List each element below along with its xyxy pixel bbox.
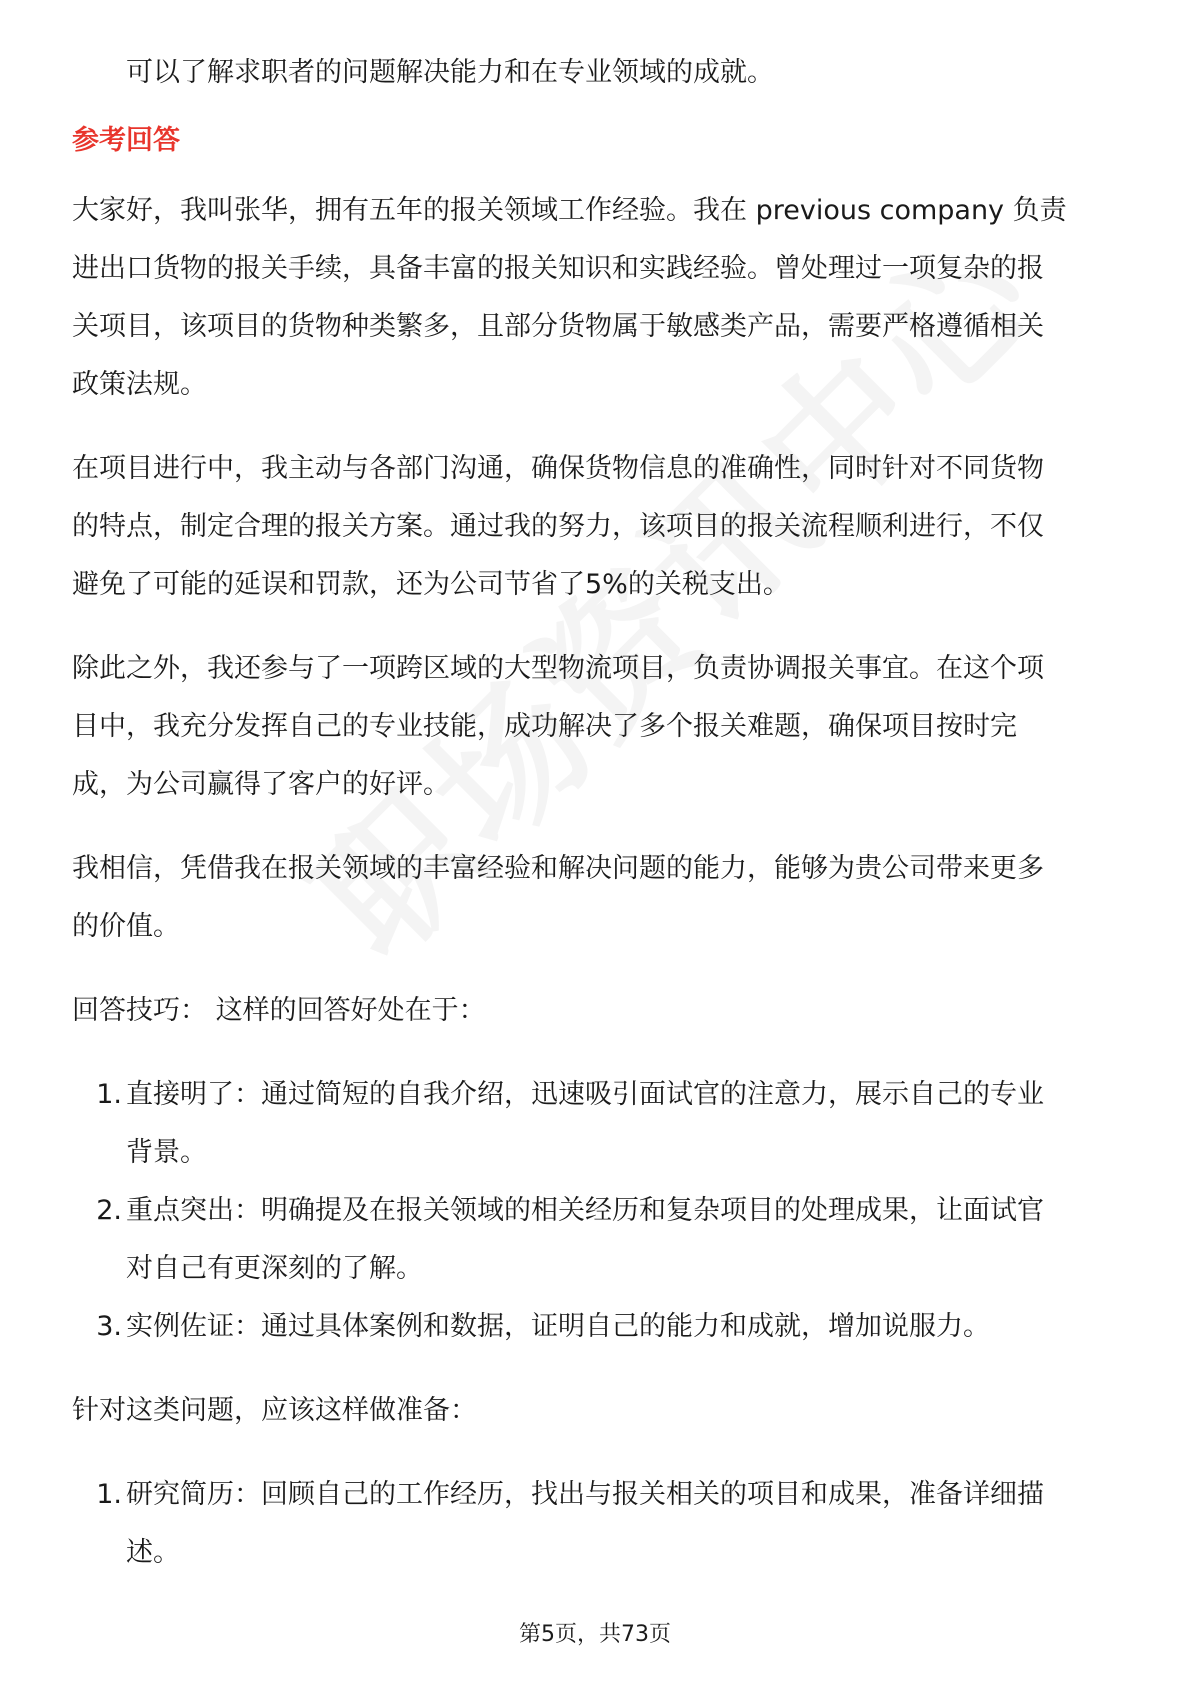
list-item-line: 述。 xyxy=(126,1537,180,1568)
answer-paragraph-1 xyxy=(72,182,1124,414)
paragraph-line: 我相信，凭借我在报关领域的丰富经验和解决问题的能力，能够为贵公司带来更多 xyxy=(72,853,1044,884)
list-item-body xyxy=(126,1466,1124,1582)
list-item-line: 直接明了：通过简短的自我介绍，迅速吸引面试官的注意力，展示自己的专业 xyxy=(126,1079,1044,1110)
paragraph-line: 政策法规。 xyxy=(72,369,207,400)
paragraph-line: 除此之外，我还参与了一项跨区域的大型物流项目，负责协调报关事宜。在这个项 xyxy=(72,653,1044,684)
list-number: 3. xyxy=(96,1311,122,1342)
list-item xyxy=(72,1298,1124,1356)
paragraph-line: 进出口货物的报关手续，具备丰富的报关知识和实践经验。曾处理过一项复杂的报 xyxy=(72,253,1044,284)
list-item-body xyxy=(126,1298,1124,1356)
prep-list xyxy=(72,1466,1124,1582)
prep-heading: 针对这类问题，应该这样做准备： xyxy=(72,1395,477,1426)
answer-section xyxy=(72,182,1124,956)
tips-heading-block xyxy=(72,982,1124,1040)
paragraph-line: 大家好，我叫张华，拥有五年的报关领域工作经验。我在 previous company 负责 xyxy=(72,195,1067,226)
paragraph-line: 关项目，该项目的货物种类繁多，且部分货物属于敏感类产品，需要严格遵循相关 xyxy=(72,311,1044,342)
list-number: 2. xyxy=(96,1195,122,1226)
reference-answer-heading: 参考回答 xyxy=(72,125,180,156)
paragraph-line: 在项目进行中，我主动与各部门沟通，确保货物信息的准确性，同时针对不同货物 xyxy=(72,453,1044,484)
answer-paragraph-2 xyxy=(72,440,1124,614)
list-item-body xyxy=(126,1066,1124,1182)
paragraph-line: 成，为公司赢得了客户的好评。 xyxy=(72,769,450,800)
page-content xyxy=(72,44,1124,1608)
list-item-body xyxy=(126,1182,1124,1298)
tips-list xyxy=(72,1066,1124,1356)
answer-paragraph-4 xyxy=(72,840,1124,956)
list-item xyxy=(72,1066,1124,1182)
paragraph-line: 的特点，制定合理的报关方案。通过我的努力，该项目的报关流程顺利进行，不仅 xyxy=(72,511,1044,542)
list-item-line: 重点突出：明确提及在报关领域的相关经历和复杂项目的处理成果，让面试官 xyxy=(126,1195,1044,1226)
list-number: 1. xyxy=(96,1479,122,1510)
list-item-line: 研究简历：回顾自己的工作经历，找出与报关相关的项目和成果，准备详细描 xyxy=(126,1479,1044,1510)
paragraph-line: 目中，我充分发挥自己的专业技能，成功解决了多个报关难题，确保项目按时完 xyxy=(72,711,1017,742)
tips-heading: 回答技巧： 这样的回答好处在于： xyxy=(72,995,486,1026)
list-item-line: 背景。 xyxy=(126,1137,207,1168)
paragraph-line: 避免了可能的延误和罚款，还为公司节省了5%的关税支出。 xyxy=(72,569,790,600)
list-item xyxy=(72,1466,1124,1582)
paragraph-line: 的价值。 xyxy=(72,911,180,942)
list-item-line: 实例佐证：通过具体案例和数据，证明自己的能力和成就，增加说服力。 xyxy=(126,1311,990,1342)
list-item-line: 对自己有更深刻的了解。 xyxy=(126,1253,423,1284)
list-number: 1. xyxy=(96,1079,122,1110)
page-number: 第5页，共73页 xyxy=(519,1622,671,1647)
answer-paragraph-3 xyxy=(72,640,1124,814)
prep-heading-block xyxy=(72,1382,1124,1440)
list-item xyxy=(72,1182,1124,1298)
intro-line: 可以了解求职者的问题解决能力和在专业领域的成就。 xyxy=(126,57,774,88)
